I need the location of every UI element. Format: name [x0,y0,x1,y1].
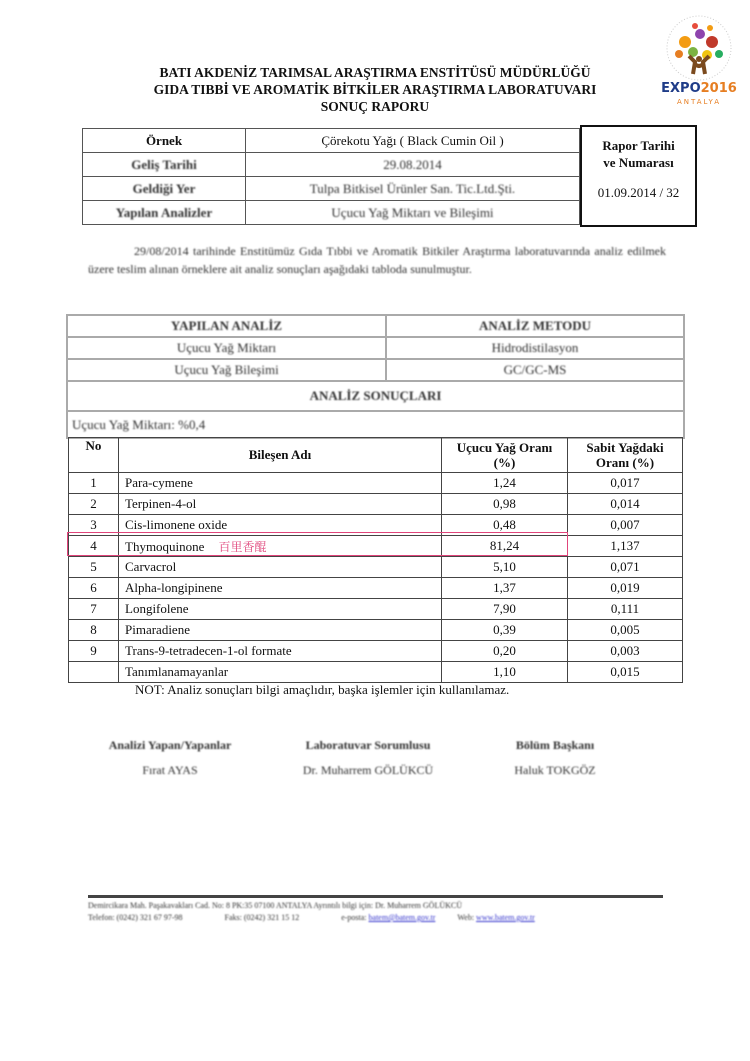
results-table [68,437,683,683]
sample-value: Çörekotu Yağı ( Black Cumin Oil ) [246,129,580,153]
table-row [69,494,683,515]
cell-text: Para-cymene [125,475,193,490]
col-no: No [69,438,119,473]
cell-text: Pimaradiene [125,622,190,637]
analysis-name: Uçucu Yağ Miktarı [67,337,386,359]
arrival-date-value: 29.08.2014 [246,153,580,177]
cell-no [69,494,119,515]
cell-text: 0,007 [610,517,640,532]
cell-text: 4 [90,538,97,553]
cell-text: 0,071 [610,559,640,574]
cell-compound [119,641,442,662]
table-row [69,620,683,641]
cell-volatile [442,641,568,662]
analyses-label: Yapılan Analizler [83,201,246,225]
cell-text: 1,24 [493,475,516,490]
footer-fax: Faks: (0242) 321 15 12 [224,913,300,922]
cell-volatile [442,662,568,683]
cell-fixed [568,641,683,662]
cell-compound [119,599,442,620]
cell-text: Carvacrol [125,559,177,574]
report-number-box [580,125,697,227]
signature-name: Fırat AYAS [142,763,198,777]
origin-label: Geldiği Yer [83,177,246,201]
report-header [0,64,750,115]
cell-text: 0,019 [610,580,640,595]
table-row [69,641,683,662]
sample-info-table [82,128,580,225]
cell-fixed [568,599,683,620]
svg-text:ANTALYA: ANTALYA [676,98,722,106]
chinese-annotation: 百里香醌 [218,539,267,554]
cell-no [69,473,119,494]
cell-fixed [568,536,683,557]
cell-text: 5 [90,559,97,574]
cell-fixed [568,578,683,599]
footer-phone: Telefon: (0242) 321 67 97-98 [88,913,183,922]
method-name: Hidrodistilasyon [386,337,684,359]
disclaimer-note: NOT: Analiz sonuçları bilgi amaçlıdır, başka işlemler için kullanılamaz. [135,682,510,697]
col-volatile-ratio: Uçucu Yağ Oranı (%) [442,438,568,473]
table-row [69,662,683,683]
cell-text: 5,10 [493,559,516,574]
analyses-value: Uçucu Yağ Miktarı ve Bileşimi [246,201,580,225]
table-row [69,473,683,494]
signature-role: Laboratuvar Sorumlusu [305,738,431,752]
cell-text: Cis-limonene oxide [125,517,228,532]
cell-no [69,578,119,599]
table-row [69,599,683,620]
cell-text: 2 [90,496,97,511]
table-row [69,578,683,599]
cell-compound [119,557,442,578]
signature-name: Dr. Muharrem GÖLÜKCÜ [302,763,434,777]
cell-no [69,620,119,641]
cell-compound [119,494,442,515]
expo-logo [655,12,743,108]
footer-email-link[interactable]: batem@batem.gov.tr [368,913,436,922]
lab-name: GIDA TIBBİ VE AROMATİK BİTKİLER ARAŞTIRMA LABORATUVARI [153,82,597,97]
cell-volatile [442,473,568,494]
cell-text: 0,017 [610,475,640,490]
cell-no [69,662,119,683]
cell-text: 0,111 [610,601,640,616]
analysis-name: Uçucu Yağ Bileşimi [67,359,386,381]
footer-web-link[interactable]: www.batem.gov.tr [476,913,535,922]
svg-text:EXPO2016: EXPO2016 [661,81,737,96]
sample-label: Örnek [83,129,246,153]
cell-text: 7,90 [493,601,516,616]
col-compound: Bileşen Adı [119,438,442,473]
cell-text: 0,39 [493,622,516,637]
cell-no [69,599,119,620]
highlight-box [67,532,568,556]
oil-amount: Uçucu Yağ Miktarı: %0,4 [67,411,684,438]
cell-fixed [568,557,683,578]
table-row [69,557,683,578]
institute-name: BATI AKDENİZ TARIMSAL ARAŞTIRMA ENSTİTÜSÜ MÜDÜRLÜĞÜ [159,65,591,80]
cell-text: 0,003 [610,643,640,658]
cell-text: 9 [90,643,97,658]
cell-volatile [442,620,568,641]
email-label: e-posta: [341,913,367,922]
cell-text: Longifolene [125,601,189,616]
results-title: ANALİZ SONUÇLARI [67,381,684,411]
cell-text: 81,24 [489,538,520,553]
cell-compound [119,578,442,599]
cell-volatile [442,599,568,620]
cell-text: 8 [90,622,97,637]
arrival-date-label: Geliş Tarihi [83,153,246,177]
cell-text: Thymoquinone [125,538,205,554]
signature-role: Bölüm Başkanı [515,738,595,752]
cell-no [69,641,119,662]
cell-text: Terpinen-4-ol [125,496,197,511]
cell-text: 1,37 [493,580,516,595]
col-fixed-ratio: Sabit Yağdaki Oranı (%) [568,438,683,473]
cell-text: 6 [90,580,97,595]
analysis-header: YAPILAN ANALİZ [67,315,386,337]
cell-compound [119,620,442,641]
cell-volatile [442,578,568,599]
cell-text: 0,48 [493,517,516,532]
report-date-label: Rapor Tarihi ve Numarası [602,138,675,170]
signature-name: Haluk TOKGÖZ [514,763,596,777]
cell-text: 0,014 [610,496,640,511]
cell-volatile [442,494,568,515]
cell-text: 0,98 [493,496,516,511]
cell-text: 1,10 [493,664,516,679]
cell-fixed [568,473,683,494]
cell-text: 1 [90,475,97,490]
methods-table [66,314,685,439]
signature-role: Analizi Yapan/Yapanlar [108,738,232,752]
method-header: ANALİZ METODU [386,315,684,337]
report-date-value: 01.09.2014 / 32 [597,185,680,200]
footer-divider [88,895,663,898]
cell-fixed [568,494,683,515]
cell-text: Alpha-longipinene [125,580,223,595]
cell-text: 0,20 [493,643,516,658]
cell-fixed [568,515,683,536]
intro-paragraph: 29/08/2014 tarihinde Enstitümüz Gıda Tıbbi ve Aromatik Bitkiler Araştırma laboratuvarında analiz edilmek üzere teslim alınan örneklere ait analiz sonuçları aşağıdaki tabloda sunulmuştur. [88,244,666,276]
cell-volatile [442,557,568,578]
cell-text: 0,015 [610,664,640,679]
cell-fixed [568,662,683,683]
report-title: SONUÇ RAPORU [320,99,430,114]
origin-value: Tulpa Bitkisel Ürünler San. Tic.Ltd.Şti. [246,177,580,201]
cell-no [69,557,119,578]
cell-text: 0,005 [610,622,640,637]
cell-compound [119,473,442,494]
footer-address: Demircikara Mah. Paşakavakları Cad. No: 8 PK:35 07100 ANTALYA Ayrıntılı bilgi için: Dr. Muharrem GÖLÜKCÜ [88,901,462,910]
cell-text: 3 [90,517,97,532]
web-label: Web: [457,913,475,922]
method-name: GC/GC-MS [386,359,684,381]
cell-fixed [568,620,683,641]
cell-text: 1,137 [610,538,640,553]
cell-text: 7 [90,601,97,616]
cell-compound [119,662,442,683]
cell-text: Tanımlanamayanlar [125,664,229,679]
cell-text: Trans-9-tetradecen-1-ol formate [125,643,292,658]
footer [88,900,668,924]
